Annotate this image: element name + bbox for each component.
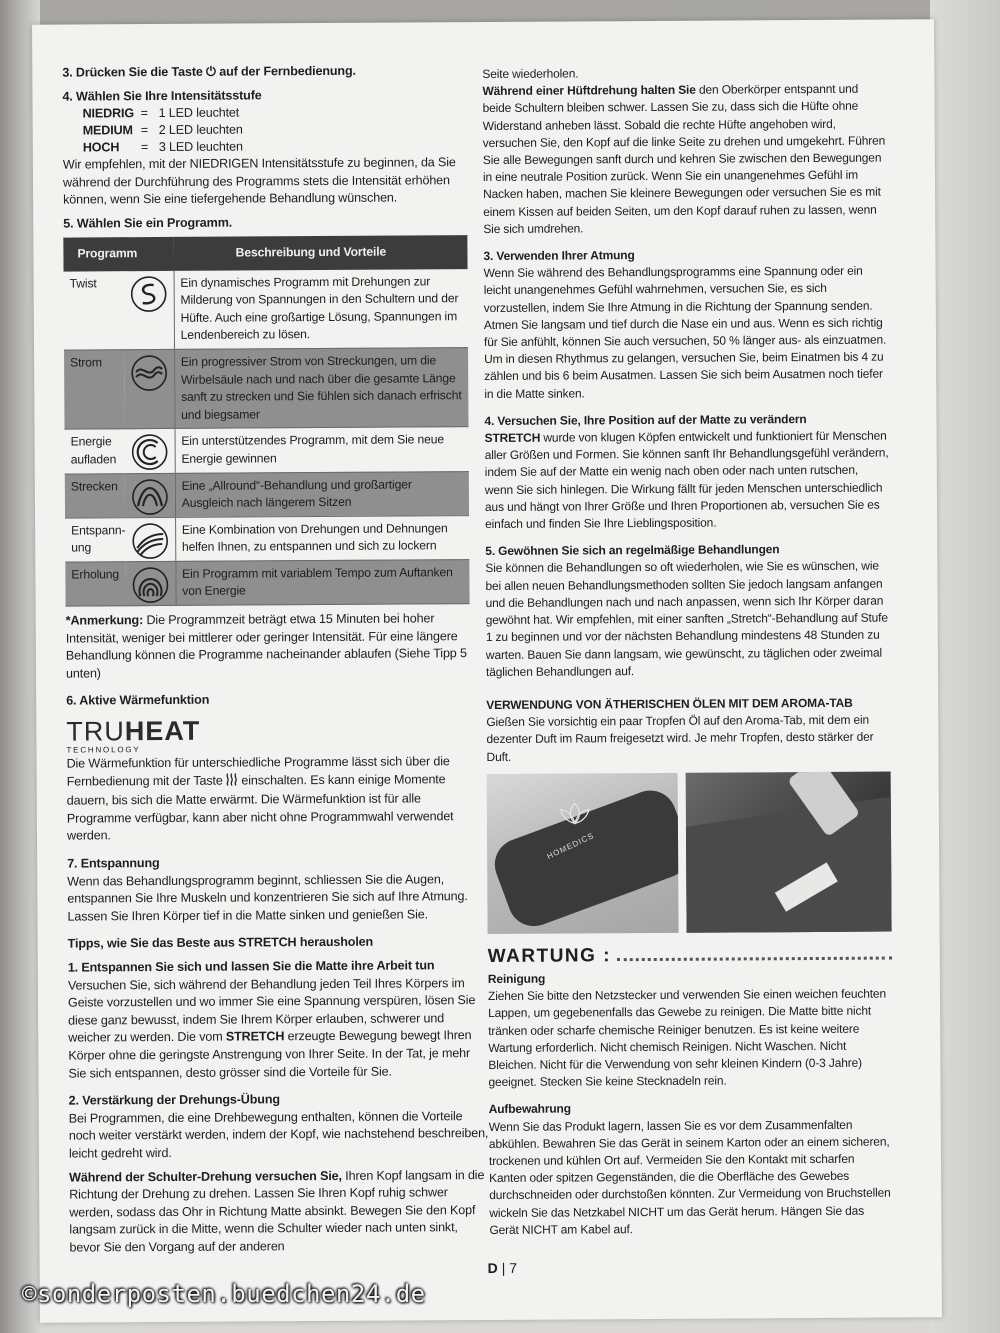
cleaning-title: Reinigung (487, 971, 546, 986)
watermark: ©sonderposten.buedchen24.de (22, 1280, 426, 1308)
aroma-tab-photo (686, 771, 892, 932)
brand-label: HOMEDICS (545, 830, 596, 861)
step-3: 3. Drücken Sie die Taste ⏻ auf der Fernbedienung. (62, 63, 356, 80)
recovery-icon (126, 566, 176, 604)
program-header: Programm (63, 236, 173, 271)
cleaning-text: Ziehen Sie bitte den Netzstecker und verwenden Sie einen weichen feuchten Lappen, um gegebenenfalls das Gewebe zu reinigen. Die Matte bitte nicht tränken oder scharfe chemische Reiniger benutzen. Es ist keine weitere Wartung erforderlich. Nicht chemisch Reinigen. Nicht Waschen. Nicht Bleichen. Nicht für die Verwendung von sehr kleinen Kindern (0-3 Jahre) geeignet. Stecken Sie keine Stecknadeln rein. (487, 986, 887, 1090)
table-row: Strom Ein progressiver Strom von Streckungen, um die Wirbelsäule nach und nach über die gesamte Länge sanft zu strecken und Sie fühlen sich danach erfrischt und biegsamer (64, 348, 468, 430)
tip-4-text: STRETCH wurde von klugen Köpfen entwickelt und funktioniert für Menschen aller Größen und Formen. Sie können sanft Ihr Behandlungsgefühl verändern, indem Sie auf der Matte ein wenig nach oben oder nach unten rutschen, wenn Sie sich hinlegen. Die Wirkung fällt für jeden Menschen unterschiedlich aus und hängt von Ihrer Größe und Ihren Proportionen ab, versuchen Sie es einfach und finden Sie Ihre Lieblingsposition. (484, 428, 889, 532)
tip-4-title: 4. Versuchen Sie, Ihre Position auf der Matte zu verändern (484, 411, 807, 428)
continuation-text: Seite wiederholen. (482, 66, 579, 82)
step-6-title: 6. Aktive Wärmefunktion (66, 693, 210, 709)
level-row: MEDIUM = 2 LED leuchten (82, 122, 243, 138)
table-row: Entspann-ung Eine Kombination von Drehungen und Dehnungen helfen Ihnen, zu entspannen und sich zu lockern (65, 515, 469, 562)
mat-photo (487, 773, 679, 934)
intensity-text: Wir empfehlen, mit der NIEDRIGEN Intensitätsstufe zu beginnen, da Sie während der Durchführung des Programms stets die Intensität erhöhen können, wenn Sie eine tiefergehende Behandlung wünschen. (62, 155, 456, 207)
tip-1-text: Versuchen Sie, sich während der Behandlung jeden Teil Ihres Körpers im Geiste vorzustellen und wo immer Sie eine Spannung verspüren, lösen Sie diese ganz bewusst, indem Sie Ihrem Körper erlauben, schwerer und weicher zu werden. Die vom STRETCH erzeugte Bewegung bewegt Ihren Körper ohne die geringste Anstrengung von Ihrer Seite. In der Tat, je mehr Sie sich entspannen, desto grösser sind die Vorteile für Sie. (67, 975, 476, 1081)
oils-title: VERWENDUNG VON ÄTHERISCHEN ÖLEN MIT DEM AROMA-TAB (486, 695, 853, 712)
storage-title: Aufbewahrung (488, 1101, 571, 1117)
step-7-title: 7. Entspannung (67, 856, 160, 871)
table-row: Erholung Ein Programm mit variablem Tempo zum Auftanken von Energie (65, 559, 469, 606)
step-5-title: 5. Wählen Sie ein Programm. (63, 215, 233, 231)
wave-icon (124, 354, 174, 392)
product-photos (487, 771, 892, 933)
recharge-icon (125, 433, 175, 471)
step-7-text: Wenn das Behandlungsprogramm beginnt, schliessen Sie die Augen, entspannen Sie Ihre Muskeln und konzentrieren Sie sich auf Ihre Atmung. Lassen Sie Ihren Körper tief in die Matte sinken und genießen Sie. (67, 871, 468, 924)
hip-rotation-text: Während einer Hüftdrehung halten Sie den Oberkörper entspannt und beide Schultern bleiben schwer. Lassen Sie zu, dass sich die Hüfte ohne Widerstand anheben lässt. Sobald die rechte Hüfte angehoben wird, versuchen Sie, den Kopf auf die linke Seite zu drehen und umgekehrt. Führen Sie alle Bewegungen sanft durch und kehren Sie zwischen den Bewegungen in eine neutrale Position zurück. Wenn Sie ein unangenehmes Gefühl im Nacken haben, machen Sie kleinere Bewegungen oder versuchen Sie es mit einem Kissen auf beiden Seiten, um den Kopf darauf ruhen zu lassen, wenn Sie sich umdrehen. (482, 81, 886, 236)
tip-3-title: 3. Verwenden Ihrer Atmung (483, 248, 635, 264)
tip-2-title: 2. Verstärkung der Drehungs-Übung (68, 1092, 280, 1108)
relax-icon (125, 522, 175, 560)
intensity-levels (63, 103, 483, 157)
stretch-icon (125, 477, 175, 515)
level-row: NIEDRIG = 1 LED leuchtet (82, 105, 240, 121)
tip-2-shoulder: Während der Schulter-Drehung versuchen Sie, Ihren Kopf langsam in die Richtung der Drehung zu drehen. Lassen Sie Ihren Kopf ruhig schwer werden, sodass das Ohr in Richtung Matte absinkt. Bewegen Sie den Kopf langsam zurück in die Mitte, wenn die Schulter wieder nach unten sinkt, bevor Sie den Vorgang auf der anderen (69, 1167, 485, 1255)
table-row: Strecken Eine „Allround“-Behandlung und großartiger Ausgleich nach längerem Sitzen (65, 471, 469, 518)
manual-page (32, 19, 942, 1322)
truheat-logo: TRUHEAT TECHNOLOGY (66, 715, 201, 755)
tip-5-title: 5. Gewöhnen Sie sich an regelmäßige Behandlungen (485, 542, 780, 559)
lotus-icon (557, 801, 593, 825)
step-4-title: 4. Wählen Sie Ihre Intensitätsstufe (62, 87, 262, 104)
level-row: HOCH = 3 LED leuchten (82, 139, 243, 155)
table-row: Energie aufladen Ein unterstützendes Programm, mit dem Sie neue Energie gewinnen (65, 427, 469, 474)
left-column (62, 62, 489, 1257)
twist-icon (124, 274, 174, 312)
program-table (63, 235, 469, 607)
tip-1-title: 1. Entspannen Sie sich und lassen Sie die Matte ihre Arbeit tun (67, 958, 435, 975)
description-header: Beschreibung und Vorteile (174, 235, 468, 271)
storage-text: Wenn Sie das Produkt lagern, lassen Sie es vor dem Zusammenfalten abkühlen. Bewahren Sie das Gerät in seinem Karton oder an einem sicheren, trockenen und kühlen Ort auf. Vermeiden Sie den Kontakt mit scharfen Kanten oder spitzen Gegenständen, die die Oberfläche des Gewebes durchschneiden oder durchstoßen könnten. Zur Vermeidung von Bruchstellen wickeln Sie das Netzkabel NICHT um das Gerät herum. Hängen Sie das Gerät NICHT am Kabel auf. (488, 1117, 891, 1237)
maintenance-heading: WARTUNG : (488, 945, 892, 965)
tip-5-text: Sie können die Behandlungen so oft wiederholen, wie Sie es wünschen, wie bei allen neuen Behandlungsmethoden sollten Sie jedoch langsam anfangen und die Behandlungen nach und nach anpassen, wenn sich Ihr Körper daran gewöhnt hat. Wir empfehlen, mit einer sanften „Stretch“-Behandlung auf Stufe 1 zu beginnen und vor der nächsten Behandlung mindestens 48 Stunden zu warten. Bauen Sie dann langsam, wie gewünscht, zu täglichen oder zweimal täglichen Behandlungen auf. (485, 559, 888, 679)
program-note: *Anmerkung: Die Programmzeit beträgt etwa 15 Minuten bei hoher Intensität, weniger bei mittlerer oder geringer Intensität. Für eine längere Behandlung können die Programme nacheinander ablaufen (Siehe Tipp 5 unten) (65, 611, 467, 681)
tip-3-text: Wenn Sie während des Behandlungsprogramms eine Spannung oder ein leicht unangenehmes Gefühl wahrnehmen, versuchen Sie, es sich vorzustellen, indem Sie Ihre Atmung in die Richtung der Spannung senden. Atmen Sie langsam und tief durch die Nase ein und aus. Wenn es sich richtig für Sie anfühlt, können Sie auch versuchen, 50 % länger aus- als einzuatmen. Um in diesen Rhythmus zu gelangen, versuchen Sie, beim Einatmen bis 4 zu zählen und bis 6 beim Ausatmen. Lassen Sie sich beim Ausatmen noch tiefer in die Matte sinken. (483, 263, 887, 401)
heat-text: Die Wärmefunktion für unterschiedliche Programme lässt sich über die Fernbedienung mit der Taste einschalten. Es kann einige Momente dauern, bis sich die Matte erwärmt. Die Wärmefunktion ist für alle Programme verfügbar, kann aber nicht ohne Programmwahl verwendet werden. (66, 754, 454, 843)
oils-text: Gießen Sie vorsichtig ein paar Tropfen Öl auf den Aroma-Tab, mit dem ein dezenter Duft im Raum freigesetzt wird. Je mehr Tropfen, desto stärker der Duft. (486, 712, 874, 764)
page-footer: D | 7 (487, 1259, 518, 1277)
table-row: Twist Ein dynamisches Programm mit Drehungen zur Milderung von Spannungen in den Schultern und der Hüfte. Auch eine großartige Lösung, Spannungen im Lendenbereich zu lösen. (64, 269, 468, 350)
heat-icon (226, 772, 238, 792)
right-column (482, 64, 893, 1239)
tip-2-text: Bei Programmen, die eine Drehbewegung enthalten, können die Vorteile noch weiter verstärkt werden, indem der Kopf, wie nachstehend beschreiben, leicht gedreht wird. (68, 1108, 489, 1161)
tips-title: Tipps, wie Sie das Beste aus STRETCH herausholen (67, 935, 374, 951)
